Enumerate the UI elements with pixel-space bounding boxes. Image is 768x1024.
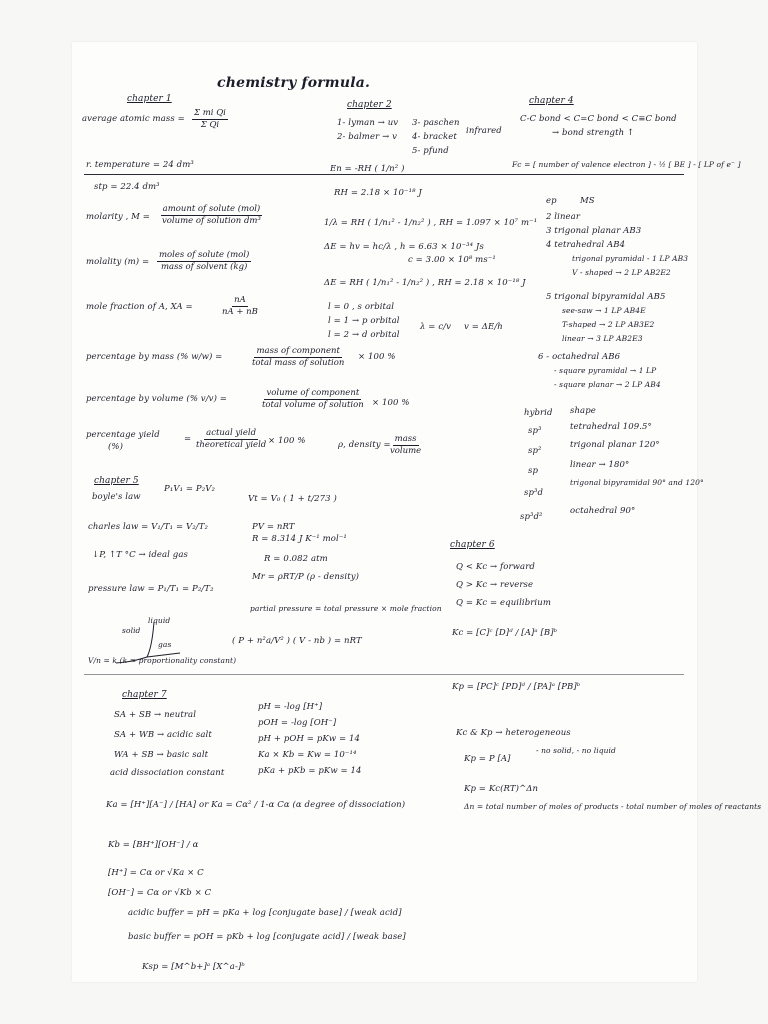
room-temperature: r. temperature = 24 dm³ <box>86 160 194 170</box>
chapter5-heading: chapter 5 <box>94 476 139 486</box>
hybrid-sp: sp <box>528 466 539 476</box>
shape-sp: linear → 180° <box>570 460 630 470</box>
delta-e-formula: ΔE = hv = hc/λ , h = 6.63 × 10⁻³⁴ Js <box>324 242 484 252</box>
infrared-label: infrared <box>466 126 502 136</box>
percent-yield-equals: = <box>184 434 192 444</box>
volume-mole-ratio: V/n = k (k = proportionality constant) <box>88 656 237 665</box>
percent-yield-unit: (%) <box>108 442 124 452</box>
l1-orbital: l = 1 → p orbital <box>328 316 400 326</box>
oh-concentration: [OH⁻] = Cα or √Kb × C <box>108 888 212 898</box>
rydberg-formula: 1/λ = RH ( 1/n₁² - 1/n₂² ) , RH = 1.097 × 10⁷ m⁻¹ <box>324 218 538 228</box>
basic-buffer: basic buffer = pOH = pKb + log [conjugate acid] / [weak base] <box>128 932 406 942</box>
ideal-gas-equation: PV = nRT <box>252 522 295 532</box>
kc-expression: Kc = [C]ᶜ [D]ᵈ / [A]ᵃ [B]ᵇ <box>452 628 558 638</box>
kp-notes: - no solid, - no liquid <box>536 746 616 755</box>
ksp-expression: Ksp = [M^b+]ᵃ [X^a-]ᵇ <box>142 962 245 972</box>
divider-2 <box>84 674 684 675</box>
mole-fraction-label: mole fraction of A, XA = <box>86 302 193 312</box>
strong-acid-strong-base: SA + SB → neutral <box>114 710 197 720</box>
pfund-series: 5- pfund <box>412 146 449 156</box>
kp-expression: Kp = [PC]ᶜ [PD]ᵈ / [PA]ᵃ [PB]ᵇ <box>452 682 581 692</box>
kp-pressure: Kp = P [A] <box>464 754 511 764</box>
percent-mass-label: percentage by mass (% w/w) = <box>86 352 223 362</box>
lyman-series: 1- lyman → uv <box>337 118 399 128</box>
hybrid-header: hybrid <box>524 408 553 418</box>
strong-acid-weak-base: SA + WB → acidic salt <box>114 730 212 740</box>
geometry-3: 3 trigonal planar AB3 <box>546 226 642 236</box>
gas-constant-atm: R = 0.082 atm <box>264 554 328 564</box>
geometry-5: 5 trigonal bipyramidal AB5 <box>546 292 666 302</box>
ms-header: MS <box>580 196 595 206</box>
h-concentration: [H⁺] = Cα or √Ka × C <box>108 868 204 878</box>
partial-pressure: partial pressure = total pressure × mole fraction <box>250 604 442 613</box>
charles-law: charles law = V₁/T₁ = V₂/T₂ <box>88 522 208 532</box>
heterogeneous: Kc & Kp → heterogeneous <box>456 728 571 738</box>
paschen-series: 3- paschen <box>412 118 460 128</box>
brackett-series: 4- bracket <box>412 132 457 142</box>
percent-yield-label: percentage yield <box>86 430 160 440</box>
ideal-gas-conditions: ↓P, ↑T °C → ideal gas <box>92 550 188 560</box>
q-equal: Q = Kc = equilibrium <box>456 598 551 608</box>
geometry-6-sqpyramidal: - square pyramidal → 1 LP <box>554 366 657 375</box>
chapter4-heading: chapter 4 <box>529 96 574 106</box>
avg-mass-fraction: $\frac{\text{Σ mi Qi}}{\text{Σ Qi}}$ <box>194 108 226 130</box>
chapter6-heading: chapter 6 <box>450 540 495 550</box>
percent-volume-fraction: volume of component total volume of solution <box>262 388 364 410</box>
l2-orbital: l = 2 → d orbital <box>328 330 400 340</box>
ph-formula: pH = -log [H⁺] <box>258 702 323 712</box>
geometry-5-linear: linear → 3 LP AB2E3 <box>562 334 643 343</box>
geometry-5-seesaw: see-saw → 1 LP AB4E <box>562 306 646 315</box>
gas-constant: R = 8.314 J K⁻¹ mol⁻¹ <box>252 534 347 544</box>
chapter7-heading: chapter 7 <box>122 690 167 700</box>
l0-orbital: l = 0 , s orbital <box>328 302 395 312</box>
hybrid-sp3: sp³ <box>528 426 542 436</box>
percent-mass-fraction: mass of component total mass of solution <box>252 346 345 368</box>
energy-level-formula: En = -RH ( 1/n² ) <box>330 164 405 174</box>
boyle-equation: P₁V₁ = P₂V₂ <box>164 484 215 494</box>
formal-charge: Fc = [ number of valence electron ] - ½ [ BE ] - [ LP of e⁻ ] <box>512 160 741 169</box>
acid-dissociation-constant: acid dissociation constant <box>110 768 225 778</box>
delta-n: Δn = total number of moles of products - total number of moles of reactants <box>464 802 762 811</box>
hybrid-sp3d2: sp³d² <box>520 512 543 522</box>
volume-temperature: Vt = V₀ ( 1 + t/273 ) <box>248 494 337 504</box>
shape-sp3d: trigonal bipyramidal 90° and 120° <box>570 478 704 487</box>
molar-mass: Mr = ρRT/P (ρ - density) <box>252 572 360 582</box>
poh-formula: pOH = -log [OH⁻] <box>258 718 337 728</box>
hybrid-sp2: sp² <box>528 446 542 456</box>
shape-sp3d2: octahedral 90° <box>570 506 636 516</box>
boyle-label: boyle's law <box>92 492 141 502</box>
q-greater: Q > Kc → reverse <box>456 580 534 590</box>
rh-constant: RH = 2.18 × 10⁻¹⁸ J <box>334 188 422 198</box>
percent-volume-label: percentage by volume (% v/v) = <box>86 394 228 404</box>
ep-header: ep <box>546 196 557 206</box>
gas-label: gas <box>158 640 172 649</box>
density-fraction: mass volume <box>390 434 422 456</box>
pressure-law: pressure law = P₁/T₁ = P₂/T₂ <box>88 584 214 594</box>
geometry-4: 4 tetrahedral AB4 <box>546 240 626 250</box>
density-label: ρ, density = <box>338 440 391 450</box>
shape-sp2: trigonal planar 120° <box>570 440 660 450</box>
frequency-formula: v = ΔE/h <box>464 322 503 332</box>
ka-kb-product: Ka × Kb = Kw = 10⁻¹⁴ <box>258 750 357 760</box>
molarity-label: molarity , M = <box>86 212 150 222</box>
avg-mass-label: average atomic mass = <box>82 114 185 124</box>
ph-poh-sum: pH + pOH = pKw = 14 <box>258 734 361 744</box>
molarity-fraction: amount of solute (mol) volume of solution dm³ <box>162 204 261 226</box>
kp-kc-relation: Kp = Kc(RT)^Δn <box>464 784 539 794</box>
percent-yield-fraction: actual yield theoretical yield <box>196 428 267 450</box>
geometry-6-sqplanar: - square planar → 2 LP AB4 <box>554 380 661 389</box>
notes-sheet <box>72 42 762 982</box>
q-less: Q < Kc → forward <box>456 562 535 572</box>
wavelength-formula: λ = c/v <box>420 322 452 332</box>
hybrid-sp3d: sp³d <box>524 488 544 498</box>
chapter2-heading: chapter 2 <box>347 100 392 110</box>
delta-e-rh-formula: ΔE = RH ( 1/n₁² - 1/n₂² ) , RH = 2.18 × 10⁻¹⁸ J <box>324 278 526 288</box>
percent-volume-suffix: × 100 % <box>372 398 410 408</box>
pka-pkb-sum: pKa + pKb = pKw = 14 <box>258 766 362 776</box>
bond-order: C-C bond < C=C bond < C≡C bond <box>520 114 677 124</box>
page-title: chemistry formula. <box>217 75 371 91</box>
shape-header: shape <box>570 406 596 416</box>
geometry-6: 6 - octahedral AB6 <box>538 352 621 362</box>
molality-label: molality (m) = <box>86 257 150 267</box>
geometry-5-tshaped: T-shaped → 2 LP AB3E2 <box>562 320 655 329</box>
speed-of-light: c = 3.00 × 10⁸ ms⁻¹ <box>408 255 496 265</box>
geometry-4-vshaped: V - shaped → 2 LP AB2E2 <box>572 268 671 277</box>
molality-fraction: moles of solute (mol) mass of solvent (kg) <box>159 250 250 272</box>
stp: stp = 22.4 dm³ <box>94 182 160 192</box>
weak-acid-strong-base: WA + SB → basic salt <box>114 750 209 760</box>
liquid-label: liquid <box>148 616 171 625</box>
chapter1-heading: chapter 1 <box>127 94 172 104</box>
percent-mass-suffix: × 100 % <box>358 352 396 362</box>
divider-1 <box>84 174 684 175</box>
geometry-4-trigonal: trigonal pyramidal - 1 LP AB3 <box>572 254 689 263</box>
acidic-buffer: acidic buffer = pH = pKa + log [conjugate base] / [weak acid] <box>128 908 402 918</box>
bond-strength: → bond strength ↑ <box>552 128 635 138</box>
geometry-2: 2 linear <box>546 212 580 222</box>
kb-expression: Kb = [BH⁺][OH⁻] / α <box>108 840 199 850</box>
solid-label: solid <box>122 626 141 635</box>
shape-sp3: tetrahedral 109.5° <box>570 422 652 432</box>
mole-fraction-fraction: $\frac{nA}{nA + nB}$ <box>222 295 258 317</box>
van-der-waals: ( P + n²a/V² ) ( V - nb ) = nRT <box>232 636 362 646</box>
balmer-series: 2- balmer → v <box>337 132 397 142</box>
percent-yield-suffix: × 100 % <box>268 436 306 446</box>
ka-expression: Ka = [H⁺][A⁻] / [HA] or Ka = Cα² / 1-α Cα (α degree of dissociation) <box>106 800 406 810</box>
